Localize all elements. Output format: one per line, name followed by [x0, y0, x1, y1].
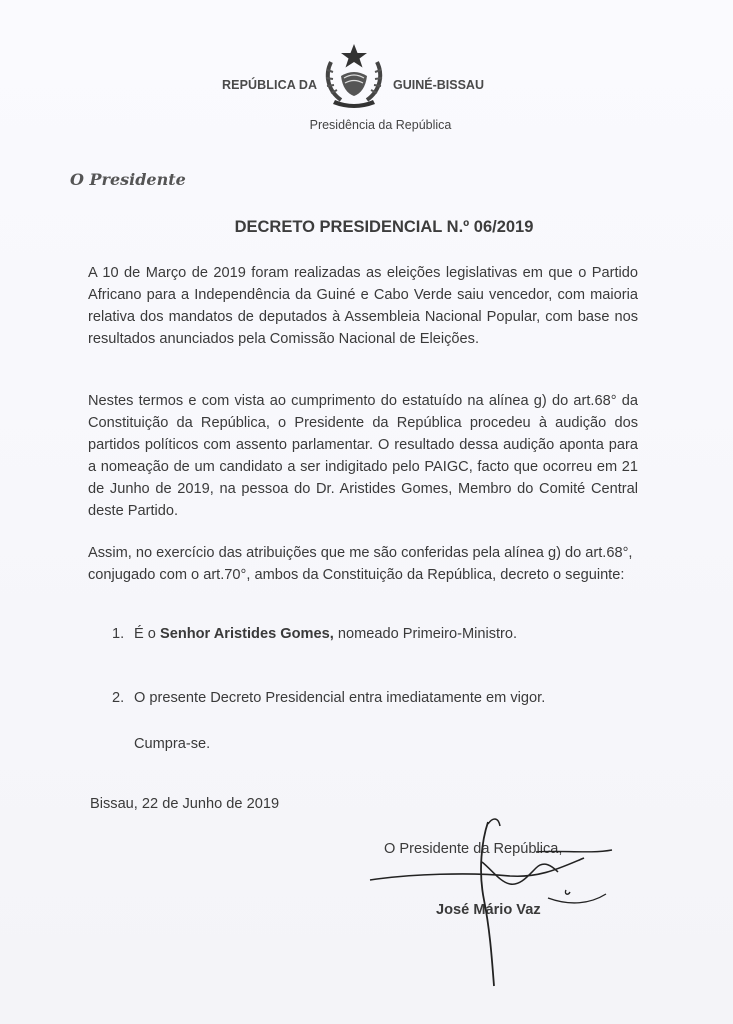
decree-item-1 [112, 626, 517, 642]
national-emblem-icon [317, 40, 391, 110]
republic-label-left: REPÚBLICA DA [222, 78, 318, 92]
item-text-bold: Senhor Aristides Gomes, [159, 626, 334, 642]
item-text-pre: É o [134, 626, 160, 642]
item-text-post: nomeado Primeiro-Ministro. [333, 626, 518, 642]
paragraph-3: Assim, no exercício das atribuições que me são conferidas pela alínea g) do art.68°, conjugado com o art.70°, ambos da Constituição da República, decreto o seguinte: [88, 545, 633, 583]
handwritten-signature-icon [360, 810, 620, 990]
paragraph-1: A 10 de Março de 2019 foram realizadas as eleições legislativas em que o Partido Africano para a Independência da Guiné e Cabo Verde saiu vencedor, com maioria relativa dos mandatos de deputados à Assembleia Nacional Popular, com base nos resultados anunciados pela Comissão Nacional de Eleições. [88, 265, 638, 347]
signoff-line: O Presidente da República, [384, 841, 563, 857]
republic-label-right: GUINÉ-BISSAU [393, 78, 484, 92]
signatory-name: José Mário Vaz [436, 902, 541, 918]
from-line: O Presidente [70, 170, 186, 189]
letterhead [0, 40, 733, 140]
item-number: 2. [112, 690, 125, 706]
decree-title: DECRETO PRESIDENCIAL N.º 06/2019 [234, 218, 534, 236]
item-text: O presente Decreto Presidencial entra imediatamente em vigor. [134, 690, 546, 706]
decree-item-2 [112, 690, 545, 706]
office-label: Presidência da República [309, 118, 452, 132]
date-line: Bissau, 22 de Junho de 2019 [90, 796, 280, 812]
item-number: 1. [112, 626, 125, 642]
paragraph-2: Nestes termos e com vista ao cumprimento do estatuído na alínea g) do art.68° da Constituição da República, o Presidente da República procedeu à audição dos partidos políticos com assento parlamentar. O resultado dessa audição aponta para a nomeação de um candidato a ser indigitado pelo PAIGC, facto que ocorreu em 21 de Junho de 2019, na pessoa do Dr. Aristides Gomes, Membro do Comité Central deste Partido. [88, 393, 638, 519]
closing-line: Cumpra-se. [134, 736, 211, 752]
